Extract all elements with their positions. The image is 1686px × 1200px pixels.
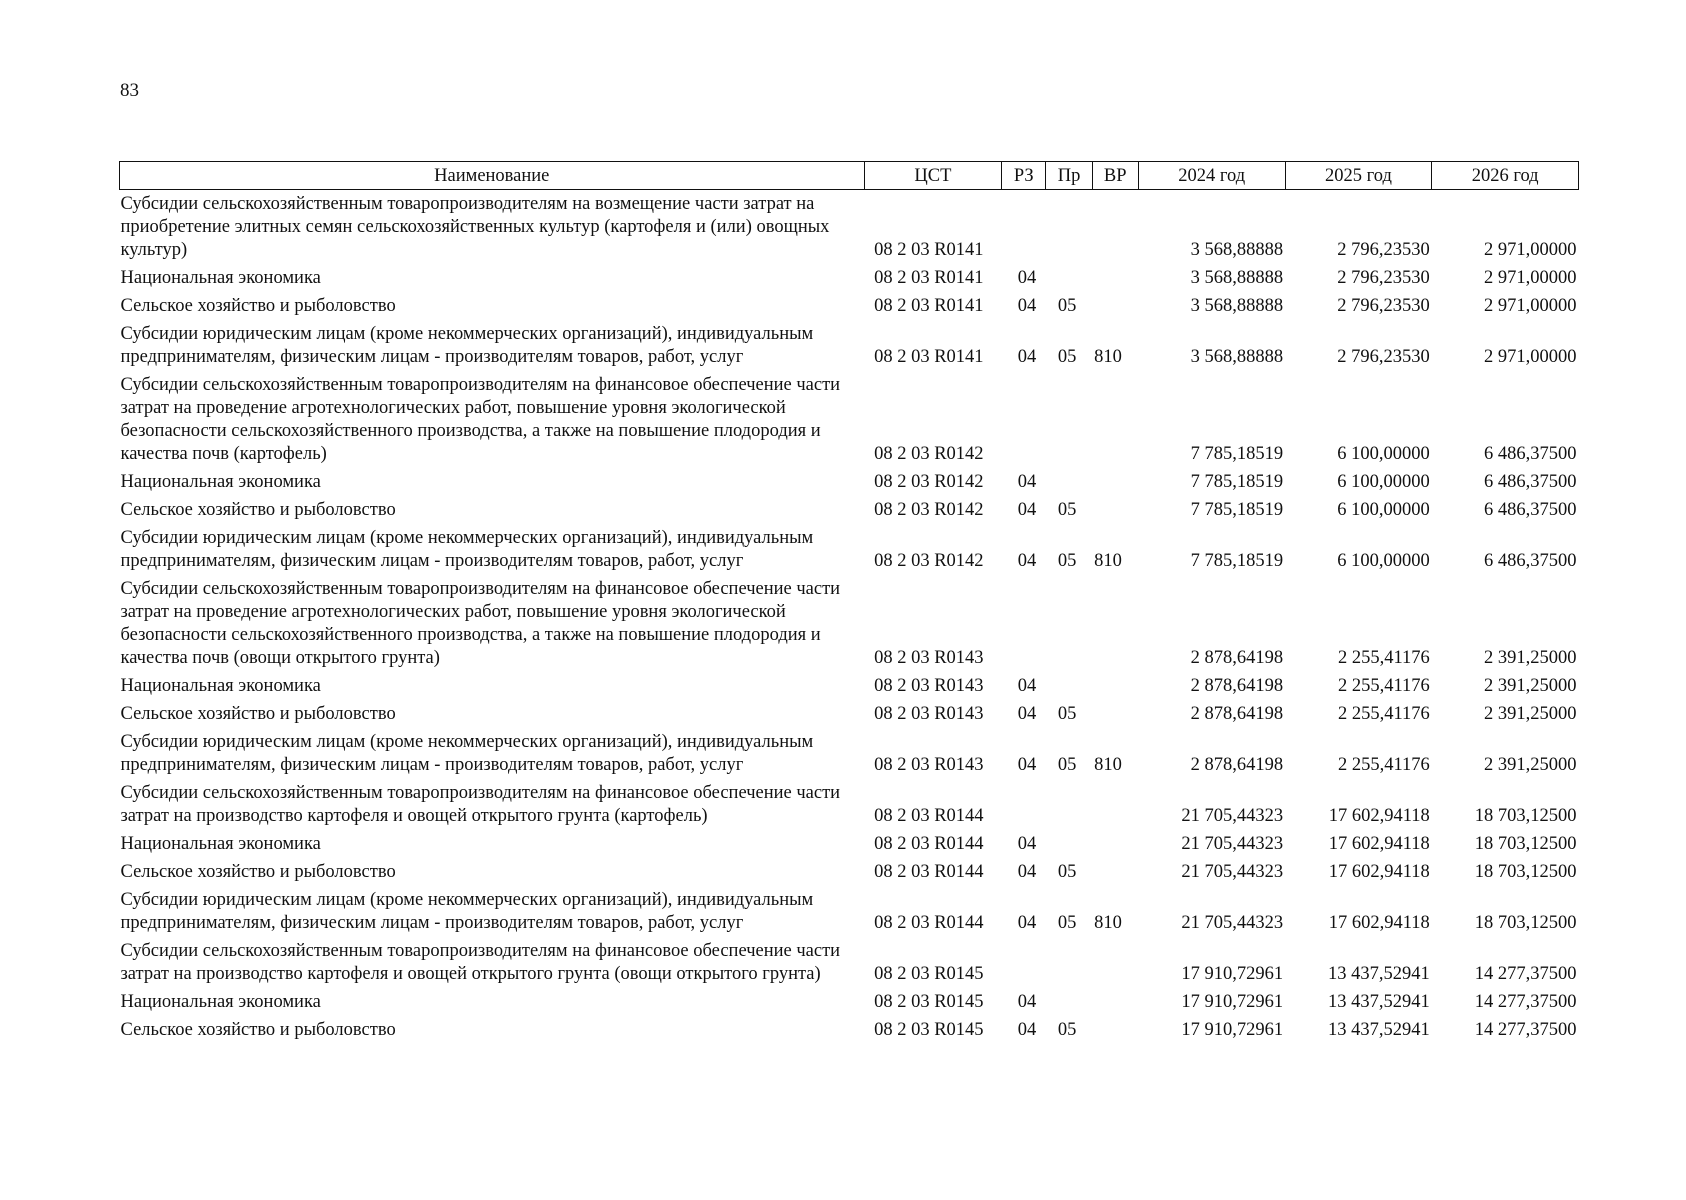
cell-cst: 08 2 03 R0144	[874, 913, 984, 933]
table-row	[120, 937, 1579, 988]
cell-cst: 08 2 03 R0143	[874, 755, 984, 775]
cell-name: Субсидии сельскохозяйственным товаропроизводителям на финансовое обеспечение части затрат на проведение агротехнологических работ, повышение уровня экологической безопасности сельскохозяйственного производства, а также на повышение плодородия и качества почв (овощи открытого грунта)	[120, 579, 841, 668]
cell-2025: 17 602,94118	[1328, 834, 1430, 854]
table-row	[120, 1016, 1579, 1044]
cell-pr	[1046, 575, 1092, 672]
cell-vr	[1092, 468, 1138, 496]
cell-vr	[1092, 371, 1138, 468]
cell-2024: 3 568,88888	[1190, 296, 1284, 316]
cell-pr: 05	[1057, 862, 1077, 882]
table-row	[120, 496, 1579, 524]
cell-2024: 3 568,88888	[1190, 240, 1284, 260]
cell-vr: 810	[1094, 347, 1122, 367]
cell-2025: 6 100,00000	[1337, 472, 1430, 492]
cell-name: Сельское хозяйство и рыболовство	[120, 862, 396, 882]
header-2025: 2025 год	[1285, 162, 1432, 190]
cell-cst: 08 2 03 R0141	[874, 296, 984, 316]
cell-rz: 04	[1017, 913, 1037, 933]
table-row	[120, 468, 1579, 496]
cell-rz: 04	[1017, 1020, 1037, 1040]
cell-2026: 2 391,25000	[1484, 676, 1577, 696]
cell-pr	[1046, 190, 1092, 265]
cell-rz	[1002, 937, 1046, 988]
cell-2024: 17 910,72961	[1181, 992, 1284, 1012]
cell-vr	[1092, 830, 1138, 858]
cell-2026: 14 277,37500	[1474, 964, 1577, 984]
cell-vr	[1092, 700, 1138, 728]
cell-pr: 05	[1057, 551, 1077, 571]
cell-vr: 810	[1094, 755, 1122, 775]
cell-cst: 08 2 03 R0145	[874, 992, 984, 1012]
cell-name: Сельское хозяйство и рыболовство	[120, 704, 396, 724]
cell-name: Субсидии юридическим лицам (кроме некоммерческих организаций), индивидуальным предпринимателям, физическим лицам - производителям товаров, работ, услуг	[120, 324, 814, 367]
cell-2024: 7 785,18519	[1190, 472, 1284, 492]
cell-pr: 05	[1057, 347, 1077, 367]
cell-name: Субсидии сельскохозяйственным товаропроизводителям на возмещение части затрат на приобретение элитных семян сельскохозяйственных культур (картофеля и (или) овощных культур)	[120, 194, 830, 260]
table-row	[120, 858, 1579, 886]
cell-2026: 2 391,25000	[1484, 704, 1577, 724]
cell-pr: 05	[1057, 1020, 1077, 1040]
cell-name: Субсидии сельскохозяйственным товаропроизводителям на финансовое обеспечение части затрат на производство картофеля и овощей открытого грунта (овощи открытого грунта)	[120, 941, 841, 984]
cell-name: Субсидии юридическим лицам (кроме некоммерческих организаций), индивидуальным предпринимателям, физическим лицам - производителям товаров, работ, услуг	[120, 890, 814, 933]
cell-cst: 08 2 03 R0141	[874, 268, 984, 288]
table-row	[120, 264, 1579, 292]
cell-2024: 21 705,44323	[1181, 862, 1284, 882]
cell-2024: 2 878,64198	[1190, 676, 1284, 696]
cell-rz: 04	[1017, 551, 1037, 571]
cell-2026: 2 391,25000	[1484, 755, 1577, 775]
table-header-row	[120, 162, 1579, 190]
cell-rz: 04	[1017, 992, 1037, 1012]
cell-rz: 04	[1017, 472, 1037, 492]
table-row	[120, 524, 1579, 575]
table-row	[120, 886, 1579, 937]
cell-name: Национальная экономика	[120, 834, 321, 854]
cell-pr: 05	[1057, 755, 1077, 775]
cell-2026: 2 971,00000	[1484, 268, 1577, 288]
cell-vr	[1092, 575, 1138, 672]
cell-2024: 2 878,64198	[1190, 648, 1284, 668]
table-row	[120, 988, 1579, 1016]
cell-cst: 08 2 03 R0142	[874, 444, 984, 464]
cell-name: Субсидии юридическим лицам (кроме некоммерческих организаций), индивидуальным предпринимателям, физическим лицам - производителям товаров, работ, услуг	[120, 732, 814, 775]
header-cst: ЦСТ	[864, 162, 1002, 190]
cell-2024: 7 785,18519	[1190, 500, 1284, 520]
header-2024: 2024 год	[1138, 162, 1285, 190]
cell-vr	[1092, 858, 1138, 886]
cell-2025: 6 100,00000	[1337, 444, 1430, 464]
cell-cst: 08 2 03 R0143	[874, 648, 984, 668]
cell-2024: 7 785,18519	[1190, 551, 1284, 571]
table-row	[120, 700, 1579, 728]
cell-2025: 13 437,52941	[1328, 1020, 1430, 1040]
cell-cst: 08 2 03 R0144	[874, 806, 984, 826]
cell-2024: 2 878,64198	[1190, 704, 1284, 724]
cell-2025: 2 255,41176	[1337, 704, 1430, 724]
cell-name: Национальная экономика	[120, 676, 321, 696]
cell-2026: 6 486,37500	[1484, 500, 1577, 520]
cell-2024: 17 910,72961	[1181, 964, 1284, 984]
cell-2024: 7 785,18519	[1190, 444, 1284, 464]
cell-rz: 04	[1017, 862, 1037, 882]
cell-vr	[1092, 190, 1138, 265]
cell-rz: 04	[1017, 676, 1037, 696]
cell-cst: 08 2 03 R0142	[874, 472, 984, 492]
table-row	[120, 830, 1579, 858]
cell-rz: 04	[1017, 347, 1037, 367]
cell-name: Национальная экономика	[120, 268, 321, 288]
cell-2026: 6 486,37500	[1484, 551, 1577, 571]
cell-pr: 05	[1057, 296, 1077, 316]
table-row	[120, 190, 1579, 265]
cell-2026: 2 971,00000	[1484, 296, 1577, 316]
cell-2026: 18 703,12500	[1474, 913, 1577, 933]
cell-rz	[1002, 371, 1046, 468]
cell-pr	[1046, 779, 1092, 830]
cell-2025: 6 100,00000	[1337, 551, 1430, 571]
cell-cst: 08 2 03 R0145	[874, 1020, 984, 1040]
cell-pr: 05	[1057, 704, 1077, 724]
cell-2025: 2 796,23530	[1337, 347, 1430, 367]
cell-2024: 3 568,88888	[1190, 268, 1284, 288]
cell-2025: 2 796,23530	[1337, 296, 1430, 316]
cell-pr	[1046, 468, 1092, 496]
cell-2025: 2 255,41176	[1337, 755, 1430, 775]
cell-2026: 2 971,00000	[1484, 347, 1577, 367]
cell-cst: 08 2 03 R0141	[874, 347, 984, 367]
cell-rz: 04	[1017, 755, 1037, 775]
table-row	[120, 779, 1579, 830]
cell-name: Сельское хозяйство и рыболовство	[120, 296, 396, 316]
cell-cst: 08 2 03 R0144	[874, 834, 984, 854]
table-body	[120, 190, 1579, 1045]
cell-cst: 08 2 03 R0142	[874, 500, 984, 520]
cell-2024: 21 705,44323	[1181, 806, 1284, 826]
cell-2025: 6 100,00000	[1337, 500, 1430, 520]
cell-2025: 17 602,94118	[1328, 806, 1430, 826]
cell-2025: 17 602,94118	[1328, 913, 1430, 933]
cell-rz	[1002, 575, 1046, 672]
cell-vr	[1092, 779, 1138, 830]
cell-name: Субсидии сельскохозяйственным товаропроизводителям на финансовое обеспечение части затрат на производство картофеля и овощей открытого грунта (картофель)	[120, 783, 841, 826]
cell-2025: 13 437,52941	[1328, 992, 1430, 1012]
page-number: 83	[120, 80, 139, 101]
cell-2026: 2 971,00000	[1484, 240, 1577, 260]
table-row	[120, 575, 1579, 672]
cell-cst: 08 2 03 R0145	[874, 964, 984, 984]
cell-2026: 18 703,12500	[1474, 862, 1577, 882]
cell-2026: 18 703,12500	[1474, 806, 1577, 826]
cell-name: Национальная экономика	[120, 992, 321, 1012]
cell-pr: 05	[1057, 913, 1077, 933]
cell-2024: 17 910,72961	[1181, 1020, 1284, 1040]
cell-name: Сельское хозяйство и рыболовство	[120, 1020, 396, 1040]
cell-2025: 2 255,41176	[1337, 676, 1430, 696]
cell-2025: 17 602,94118	[1328, 862, 1430, 882]
cell-vr	[1092, 937, 1138, 988]
cell-pr	[1046, 371, 1092, 468]
cell-rz: 04	[1017, 834, 1037, 854]
cell-vr	[1092, 292, 1138, 320]
cell-pr	[1046, 672, 1092, 700]
cell-vr	[1092, 496, 1138, 524]
table-row	[120, 320, 1579, 371]
header-2026: 2026 год	[1432, 162, 1579, 190]
cell-vr	[1092, 672, 1138, 700]
cell-rz: 04	[1017, 296, 1037, 316]
cell-cst: 08 2 03 R0143	[874, 676, 984, 696]
header-rz: РЗ	[1002, 162, 1046, 190]
cell-2025: 2 796,23530	[1337, 268, 1430, 288]
table-row	[120, 371, 1579, 468]
header-pr: Пр	[1046, 162, 1092, 190]
cell-name: Сельское хозяйство и рыболовство	[120, 500, 396, 520]
cell-2026: 14 277,37500	[1474, 1020, 1577, 1040]
budget-table	[119, 161, 1579, 1044]
cell-vr: 810	[1094, 913, 1122, 933]
cell-2025: 2 796,23530	[1337, 240, 1430, 260]
cell-vr	[1092, 988, 1138, 1016]
cell-vr: 810	[1094, 551, 1122, 571]
table-row	[120, 292, 1579, 320]
cell-rz	[1002, 190, 1046, 265]
cell-2024: 21 705,44323	[1181, 913, 1284, 933]
cell-pr	[1046, 988, 1092, 1016]
cell-2025: 13 437,52941	[1328, 964, 1430, 984]
cell-2024: 3 568,88888	[1190, 347, 1284, 367]
cell-pr	[1046, 264, 1092, 292]
cell-rz: 04	[1017, 704, 1037, 724]
cell-cst: 08 2 03 R0144	[874, 862, 984, 882]
cell-vr	[1092, 264, 1138, 292]
cell-cst: 08 2 03 R0141	[874, 240, 984, 260]
cell-vr	[1092, 1016, 1138, 1044]
cell-2026: 14 277,37500	[1474, 992, 1577, 1012]
cell-2026: 2 391,25000	[1484, 648, 1577, 668]
cell-rz	[1002, 779, 1046, 830]
cell-cst: 08 2 03 R0142	[874, 551, 984, 571]
cell-2026: 18 703,12500	[1474, 834, 1577, 854]
cell-name: Национальная экономика	[120, 472, 321, 492]
cell-pr	[1046, 937, 1092, 988]
table-row	[120, 728, 1579, 779]
cell-name: Субсидии сельскохозяйственным товаропроизводителям на финансовое обеспечение части затрат на проведение агротехнологических работ, повышение уровня экологической безопасности сельскохозяйственного производства, а также на повышение плодородия и качества почв (картофель)	[120, 375, 841, 464]
cell-2026: 6 486,37500	[1484, 472, 1577, 492]
table-row	[120, 672, 1579, 700]
cell-rz: 04	[1017, 500, 1037, 520]
cell-name: Субсидии юридическим лицам (кроме некоммерческих организаций), индивидуальным предпринимателям, физическим лицам - производителям товаров, работ, услуг	[120, 528, 814, 571]
cell-2026: 6 486,37500	[1484, 444, 1577, 464]
cell-pr: 05	[1057, 500, 1077, 520]
cell-cst: 08 2 03 R0143	[874, 704, 984, 724]
cell-2024: 2 878,64198	[1190, 755, 1284, 775]
cell-pr	[1046, 830, 1092, 858]
header-name: Наименование	[120, 162, 865, 190]
cell-2024: 21 705,44323	[1181, 834, 1284, 854]
header-vr: ВР	[1092, 162, 1138, 190]
cell-rz: 04	[1017, 268, 1037, 288]
cell-2025: 2 255,41176	[1337, 648, 1430, 668]
